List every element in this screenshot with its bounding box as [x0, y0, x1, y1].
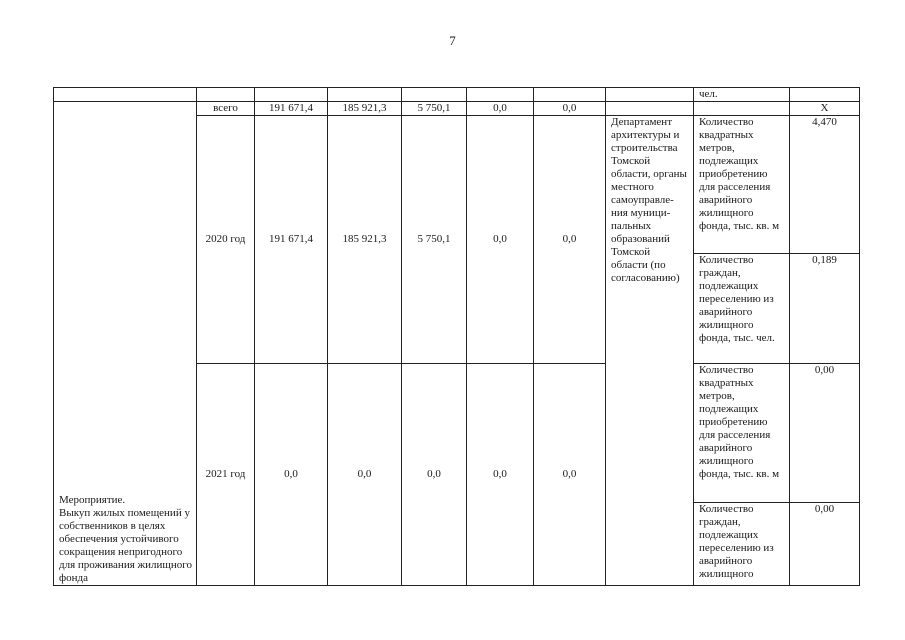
- total-row: [54, 102, 860, 116]
- indicator-name: Количество граждан, подлежащих переселению из аварийного жилищного фонда, тыс. чел.: [694, 254, 790, 364]
- year-2020-v5: 0,0: [534, 116, 606, 364]
- page-number: 7: [449, 33, 456, 48]
- year-2021-v1: 0,0: [255, 364, 328, 586]
- indicator-name: Количество квадратных метров, подлежащих приобретению для расселения аварийного жилищного фонда, тыс. кв. м: [694, 364, 790, 503]
- total-label: всего: [197, 102, 255, 116]
- year-2020-label: 2020 год: [197, 116, 255, 364]
- year-2021-v5: 0,0: [534, 364, 606, 586]
- total-v4: 0,0: [467, 102, 534, 116]
- unit-tail-cell: чел.: [694, 88, 790, 102]
- event-title: Мероприятие.: [59, 494, 126, 506]
- total-v3: 5 750,1: [402, 102, 467, 116]
- program-table: [53, 87, 860, 586]
- total-v1: 191 671,4: [255, 102, 328, 116]
- event-description: [54, 102, 197, 586]
- indicator-value: 0,00: [790, 503, 860, 586]
- indicator-value: 0,00: [790, 364, 860, 503]
- year-2020-v1: 191 671,4: [255, 116, 328, 364]
- indicator-value: 0,189: [790, 254, 860, 364]
- year-2021-v3: 0,0: [402, 364, 467, 586]
- executor-cell: Департамент архитектуры и строительства Томской области, органы местного самоуправле-ния муници-пальных образований Томской области (по согласованию): [606, 116, 694, 586]
- year-2020-v3: 5 750,1: [402, 116, 467, 364]
- year-2021-v4: 0,0: [467, 364, 534, 586]
- year-2020-v2: 185 921,3: [328, 116, 402, 364]
- year-2020-v4: 0,0: [467, 116, 534, 364]
- continuation-row: [54, 88, 860, 102]
- indicator-name: Количество граждан, подлежащих переселению из аварийного жилищного: [694, 503, 790, 586]
- total-v2: 185 921,3: [328, 102, 402, 116]
- total-v5: 0,0: [534, 102, 606, 116]
- total-value: Х: [790, 102, 860, 116]
- indicator-name: Количество квадратных метров, подлежащих приобретению для расселения аварийного жилищного фонда, тыс. кв. м: [694, 116, 790, 254]
- indicator-value: 4,470: [790, 116, 860, 254]
- year-2021-v2: 0,0: [328, 364, 402, 586]
- event-body: Выкуп жилых помещений у собственников в целях обеспечения устойчивого сокращения непригодного для проживания жилищного фонда: [59, 507, 192, 584]
- year-2021-label: 2021 год: [197, 364, 255, 586]
